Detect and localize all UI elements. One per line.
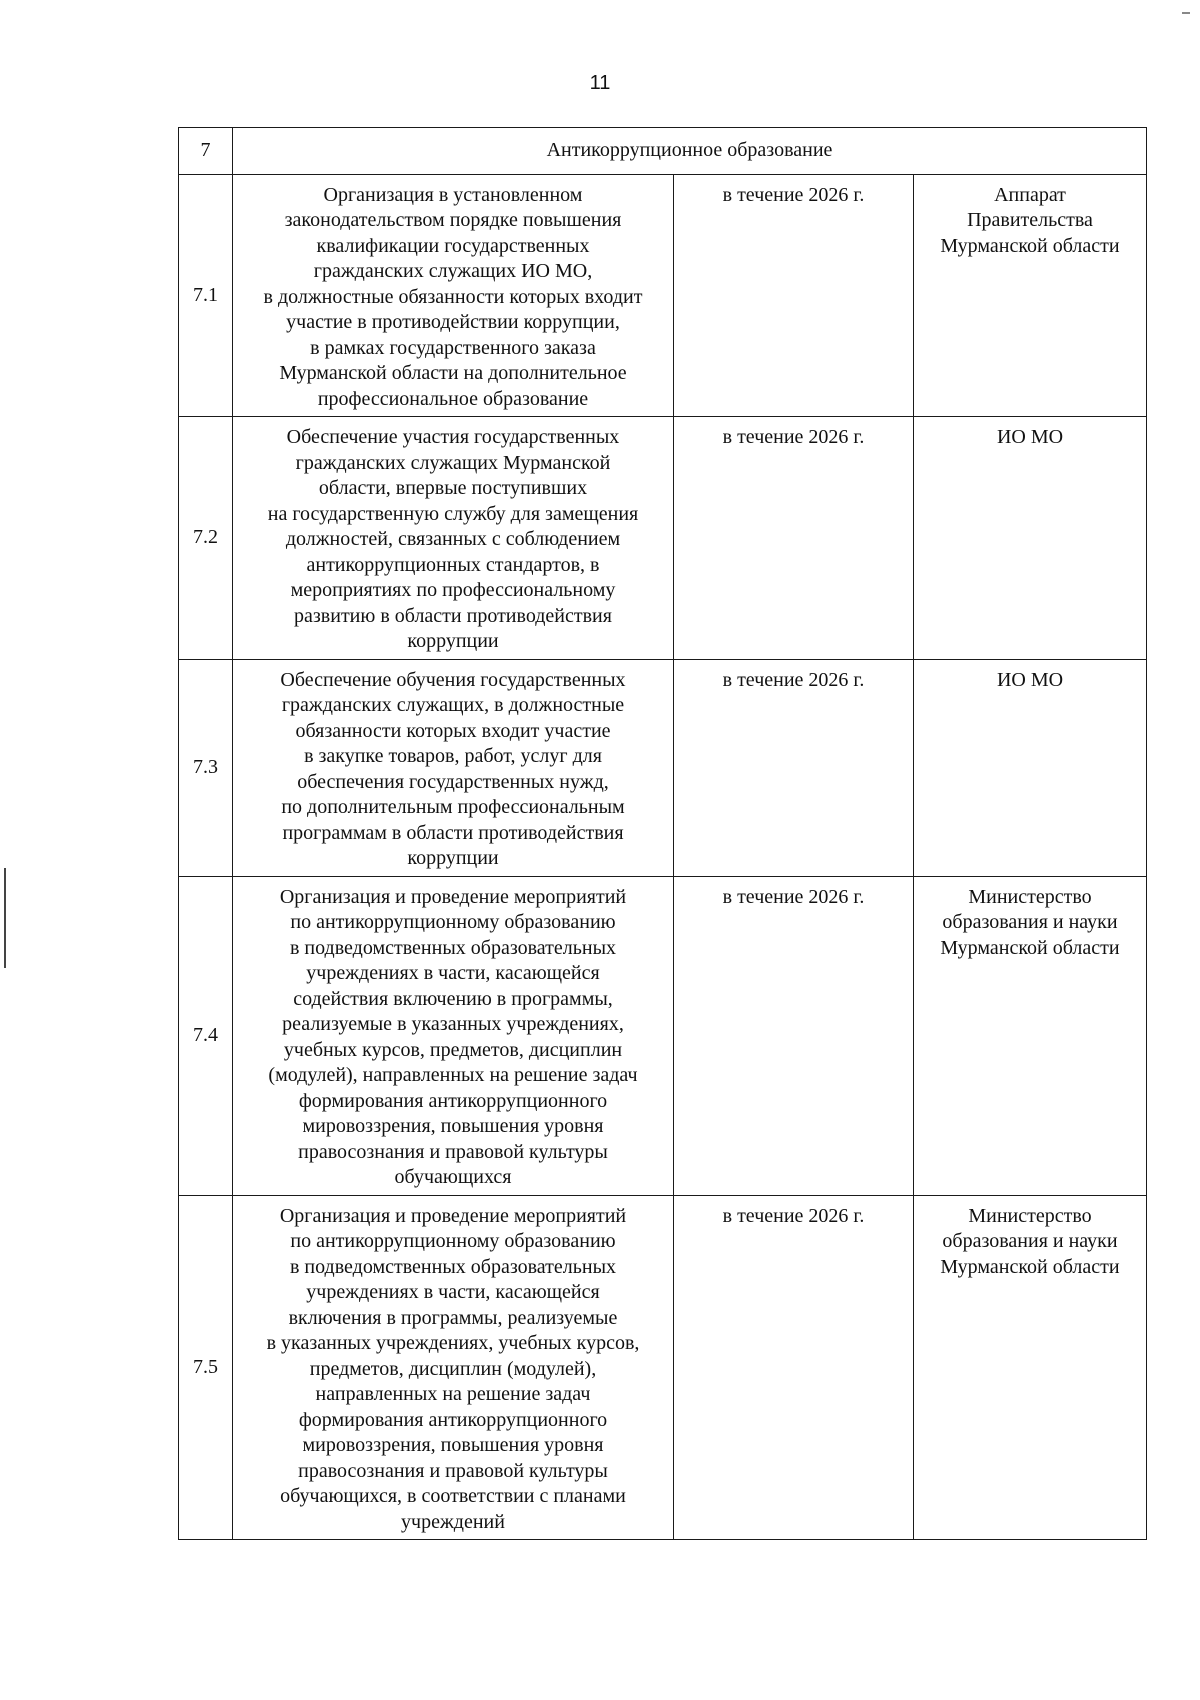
table-row [179,1195,1147,1540]
row-deadline: в течение 2026 г. [674,876,914,1195]
row-description: Организация и проведение мероприятий по антикоррупционному образованию в подведомственных образовательных учреждениях в части, касающейся содействия включению в программы, реализуемые в указанных учреждениях, учебных курсов, предметов, дисциплин (модулей), направленных на решение задач формирования антикоррупционного мировоззрения, повышения уровня правосознания и правовой культуры обучающихся [233,876,674,1195]
row-deadline: в течение 2026 г. [674,417,914,660]
row-deadline: в течение 2026 г. [674,1195,914,1540]
row-responsible: ИО МО [914,417,1147,660]
row-number: 7.1 [179,174,233,417]
row-number: 7.5 [179,1195,233,1540]
scan-corner-mark [1182,12,1190,14]
row-number: 7.4 [179,876,233,1195]
row-description: Организация в установленном законодательством порядке повышения квалификации государственных гражданских служащих ИО МО, в должностные обязанности которых входит участие в противодействии коррупции, в рамках государственного заказа Мурманской области на дополнительное профессиональное образование [233,174,674,417]
row-description: Обеспечение участия государственных гражданских служащих Мурманской области, впервые поступивших на государственную службу для замещения должностей, связанных с соблюдением антикоррупционных стандартов, в мероприятиях по профессиональному развитию в области противодействия коррупции [233,417,674,660]
row-responsible: Министерство образования и науки Мурманской области [914,876,1147,1195]
row-description: Обеспечение обучения государственных гражданских служащих, в должностные обязанности которых входит участие в закупке товаров, работ, услуг для обеспечения государственных нужд, по дополнительным профессиональным программам в области противодействия коррупции [233,659,674,876]
action-plan-table [178,127,1147,1540]
scan-edge-mark [4,868,6,968]
table-row [179,876,1147,1195]
table-row [179,659,1147,876]
section-title: Антикоррупционное образование [233,128,1147,175]
section-header-row [179,128,1147,175]
table-row [179,174,1147,417]
row-responsible: ИО МО [914,659,1147,876]
table-row [179,417,1147,660]
row-responsible: Аппарат Правительства Мурманской области [914,174,1147,417]
row-responsible: Министерство образования и науки Мурманской области [914,1195,1147,1540]
page-number: 11 [589,72,611,94]
row-number: 7.2 [179,417,233,660]
row-deadline: в течение 2026 г. [674,174,914,417]
row-deadline: в течение 2026 г. [674,659,914,876]
section-number: 7 [179,128,233,175]
row-description: Организация и проведение мероприятий по антикоррупционному образованию в подведомственных образовательных учреждениях в части, касающейся включения в программы, реализуемые в указанных учреждениях, учебных курсов, предметов, дисциплин (модулей), направленных на решение задач формирования антикоррупционного мировоззрения, повышения уровня правосознания и правовой культуры обучающихся, в соответствии с планами учреждений [233,1195,674,1540]
row-number: 7.3 [179,659,233,876]
